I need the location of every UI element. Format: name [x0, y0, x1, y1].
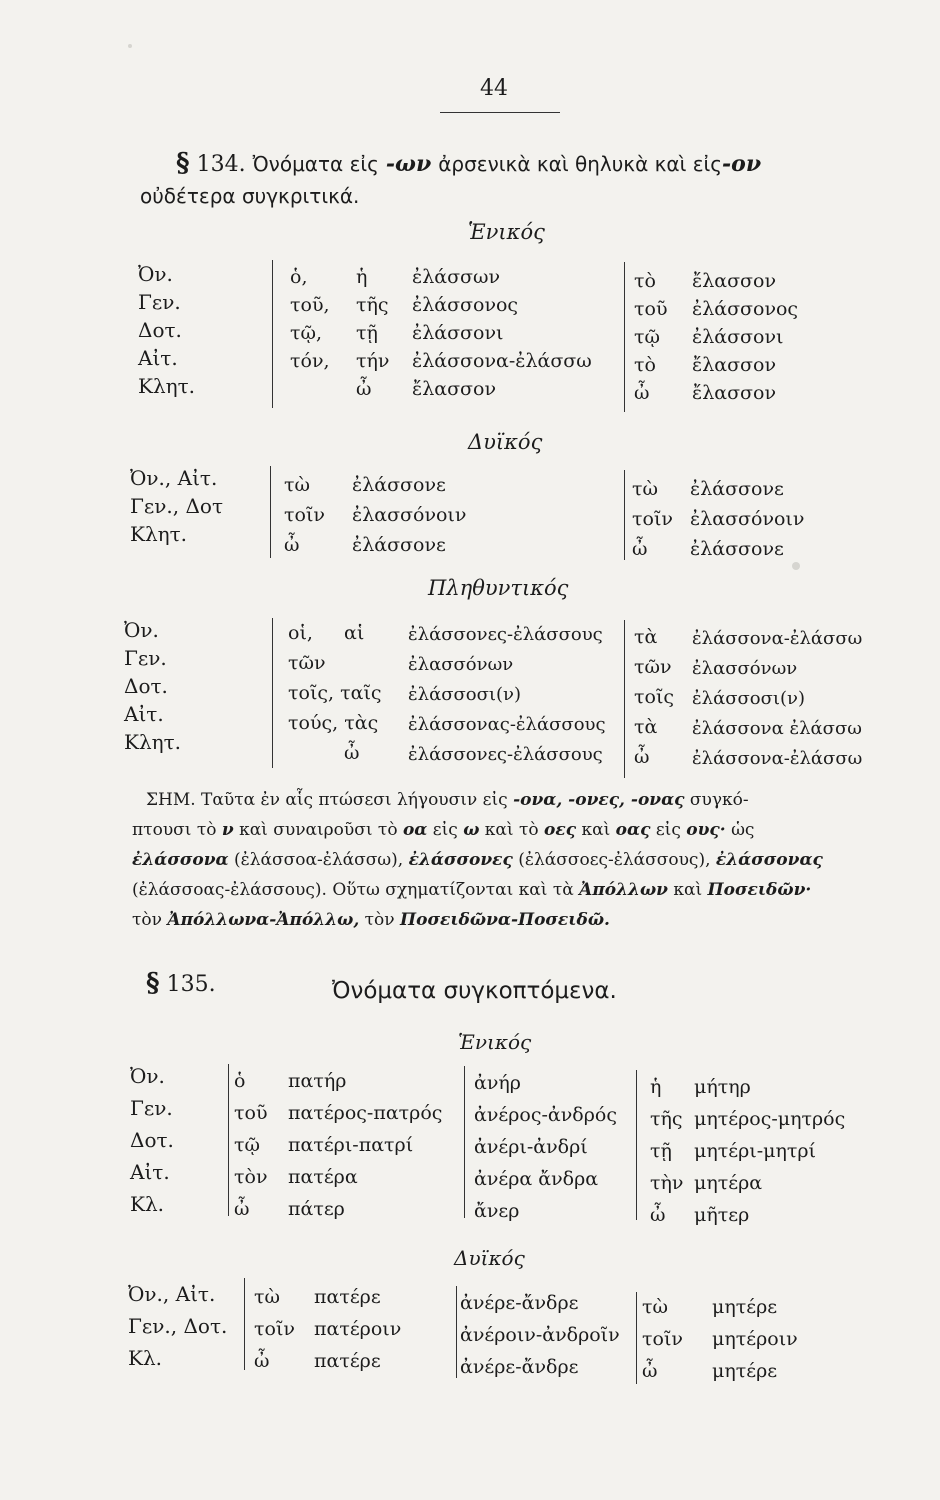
article-cell: τῇ: [650, 1140, 672, 1162]
note-ending: ἐλάσσονες: [408, 850, 513, 870]
article-cell: τὸν: [234, 1166, 268, 1188]
form-cell: ἐλασσόνων: [692, 658, 798, 679]
title-part: ἀρσενικὰ καὶ θηλυκὰ καὶ εἰς: [438, 152, 723, 176]
form-cell: πατέροιν: [314, 1318, 402, 1340]
form-cell: μητέροιν: [712, 1328, 798, 1350]
section-number: 135.: [166, 972, 216, 997]
column-divider: [624, 620, 625, 778]
article-cell: τοῦ,: [290, 294, 330, 316]
form-cell: ἀνέρε-ἄνδρε: [460, 1356, 579, 1378]
note-text: καὶ συναιροῦσι τὸ: [239, 820, 398, 840]
form-cell: ἀνέρι-ἀνδρί: [474, 1136, 588, 1158]
article-cell: τοῦ: [234, 1102, 268, 1124]
section-135-title: Ὀνόματα συγκοπτόμενα.: [332, 978, 617, 1004]
article-cell: τὴν: [650, 1172, 684, 1194]
heading-singular: Ἑνικός: [468, 220, 545, 244]
form-cell: ἔλασσον: [692, 382, 776, 404]
article-cell: οἱ,: [288, 622, 313, 644]
article-cell: ὦ: [632, 538, 648, 560]
article-cell: τῇ: [356, 322, 378, 344]
form-cell: ἐλάσσονα-ἐλάσσω: [412, 350, 592, 372]
form-cell: μητέρα: [694, 1172, 763, 1194]
note-text: ὡς: [731, 820, 755, 840]
case-label: Αἰτ.: [124, 702, 164, 726]
column-divider: [244, 1278, 245, 1370]
article-cell: τόν,: [290, 350, 330, 372]
form-cell: πατέρε: [314, 1286, 381, 1308]
article-cell: τὼ: [632, 478, 659, 500]
note-line-5: [132, 910, 610, 930]
note-text: τὸν: [132, 910, 162, 930]
form-cell: ἔλασσον: [692, 354, 776, 376]
form-cell: μήτηρ: [694, 1076, 751, 1098]
form-cell: ἐλάσσονα-ἐλάσσω: [692, 748, 863, 769]
note-text: ΣΗΜ. Ταῦτα ἐν αἷς πτώσεσι λήγουσιν εἰς: [146, 790, 508, 810]
form-cell: ἀνήρ: [474, 1072, 521, 1094]
article-cell: τοῖν: [254, 1318, 295, 1340]
article-cell: τοῖν: [284, 504, 325, 526]
form-cell: πατέρι-πατρί: [288, 1134, 414, 1156]
paper-speck: [792, 562, 800, 570]
form-cell: πάτερ: [288, 1198, 345, 1220]
note-ending: ν: [221, 820, 234, 840]
form-cell: ἐλασσόνων: [408, 654, 514, 675]
article-cell: ὦ: [254, 1350, 270, 1372]
form-cell: ἐλάσσονος: [692, 298, 799, 320]
case-label: Γεν.: [124, 646, 167, 670]
heading-dual: Δυϊκός: [454, 1246, 525, 1270]
heading-plural: Πληθυντικός: [428, 576, 569, 600]
case-label: Ὀν., Αἰτ.: [128, 1282, 216, 1306]
case-label: Κλητ.: [138, 374, 196, 398]
title-part: Ὀνόματα εἰς: [252, 152, 379, 176]
form-cell: ἐλάσσονι: [412, 322, 504, 344]
form-cell: ἐλάσσων: [412, 266, 501, 288]
column-divider: [636, 1070, 637, 1220]
article-cell: τὼ: [254, 1286, 281, 1308]
heading-singular: Ἑνικός: [458, 1030, 532, 1054]
form-cell: ἄνερ: [474, 1200, 520, 1222]
column-divider: [456, 1286, 457, 1378]
case-label: Κλητ.: [124, 730, 182, 754]
case-label: Ὀν.: [124, 618, 159, 642]
article-cell: τὼ: [642, 1296, 669, 1318]
case-label: Γεν., Δοτ.: [128, 1314, 228, 1338]
note-ending: ἐλάσσονας: [715, 850, 823, 870]
case-label: Δοτ.: [130, 1128, 174, 1152]
section-sign: §: [146, 968, 160, 998]
article-cell: τῶν: [288, 652, 326, 674]
column-divider: [624, 262, 625, 412]
form-cell: ἀνέρα ἄνδρα: [474, 1168, 599, 1190]
form-cell: πατέρα: [288, 1166, 358, 1188]
section-sign: §: [176, 148, 190, 178]
article-cell: τοῦ: [634, 298, 668, 320]
note-text: (ἐλάσσοες-ἐλάσσους),: [518, 850, 711, 870]
article-cell: ὦ: [650, 1204, 666, 1226]
case-label: Γεν., Δοτ: [130, 494, 224, 518]
column-divider: [270, 466, 271, 558]
article-cell: τὸ: [634, 270, 656, 292]
section-134-title-line2: οὐδέτερα συγκριτικά.: [140, 184, 360, 208]
article-cell: τὸ: [634, 354, 656, 376]
article-cell: ὦ: [634, 382, 650, 404]
heading-dual: Δυϊκός: [468, 430, 543, 454]
section-number: 134.: [196, 152, 246, 177]
form-cell: μῆτερ: [694, 1204, 750, 1226]
article-cell: ἡ: [356, 266, 368, 288]
note-ending: οα: [402, 820, 428, 840]
form-cell: ἐλάσσονε: [690, 478, 784, 500]
note-ending: Ἀπόλλωνα-Ἀπόλλω,: [167, 910, 360, 930]
article-cell: ὦ: [344, 742, 360, 764]
note-text: καὶ: [581, 820, 611, 840]
article-cell: ὦ: [234, 1198, 250, 1220]
case-label: Δοτ.: [124, 674, 168, 698]
note-ending: Ποσειδῶν·: [707, 880, 812, 900]
title-ending: -ον: [722, 151, 762, 177]
note-ending: Ποσειδῶνα-Ποσειδῶ.: [400, 910, 610, 930]
note-line-4: [132, 880, 811, 900]
form-cell: ἐλάσσονι: [692, 326, 784, 348]
article-cell: αἱ: [344, 622, 365, 644]
form-cell: πατήρ: [288, 1070, 347, 1092]
note-line-3: [132, 850, 823, 870]
article-cell: ὦ: [356, 378, 372, 400]
case-label: Γεν.: [130, 1096, 173, 1120]
form-cell: πατέρος-πατρός: [288, 1102, 443, 1124]
note-text: (ἐλάσσοα-ἐλάσσω),: [234, 850, 404, 870]
column-divider: [464, 1066, 465, 1218]
form-cell: ἀνέροιν-ἀνδροῖν: [460, 1324, 620, 1346]
form-cell: μητέρι-μητρί: [694, 1140, 816, 1162]
case-label: Ὀν.: [130, 1064, 165, 1088]
note-text: εἰς: [432, 820, 458, 840]
case-label: Κλ.: [130, 1192, 164, 1216]
column-divider: [636, 1292, 637, 1384]
title-ending: -ων: [385, 151, 432, 177]
form-cell: ἐλάσσονος: [412, 294, 519, 316]
page-number: 44: [480, 76, 508, 101]
article-cell: τοῖν: [632, 508, 673, 530]
form-cell: ἐλασσόνοιν: [690, 508, 805, 530]
column-divider: [228, 1064, 229, 1216]
paper-speck: [128, 44, 132, 48]
form-cell: ἐλάσσοσι(ν): [408, 684, 521, 705]
note-text: πτουσι τὸ: [132, 820, 217, 840]
note-text: τὸν: [364, 910, 395, 930]
note-text: συγκό-: [689, 790, 749, 810]
form-cell: μητέρε: [712, 1296, 778, 1318]
form-cell: ἔλασσον: [692, 270, 776, 292]
article-cell: ὦ: [642, 1360, 658, 1382]
article-cell: τῷ: [634, 326, 661, 348]
note-ending: οας: [615, 820, 651, 840]
note-ending: -ονα, -ονες, -ονας: [513, 790, 685, 810]
form-cell: ἀνέρος-ἀνδρός: [474, 1104, 617, 1126]
form-cell: μητέρε: [712, 1360, 778, 1382]
article-cell: τούς, τὰς: [288, 712, 379, 734]
article-cell: τοῖς: [634, 686, 675, 708]
article-cell: ὦ: [634, 746, 650, 768]
article-cell: τῆς: [356, 294, 389, 316]
note-ending: ους·: [686, 820, 726, 840]
note-text: (ἐλάσσοας-ἐλάσσους). Οὕτω σχηματίζονται καὶ τὰ: [132, 880, 574, 900]
article-cell: τὰ: [634, 626, 658, 648]
article-cell: τὼ: [284, 474, 311, 496]
case-label: Ὀν.: [138, 262, 173, 286]
form-cell: ἐλάσσονα ἐλάσσω: [692, 718, 862, 739]
form-cell: πατέρε: [314, 1350, 381, 1372]
case-label: Δοτ.: [138, 318, 182, 342]
form-cell: ἐλάσσονα-ἐλάσσω: [692, 628, 863, 649]
section-134-title: [176, 148, 761, 178]
note-line-1: [146, 790, 749, 810]
note-ending: οες: [544, 820, 577, 840]
case-label: Ὀν., Αἰτ.: [130, 466, 218, 490]
article-cell: τὰ: [634, 716, 658, 738]
form-cell: ἐλάσσονε: [690, 538, 784, 560]
note-text: καὶ τὸ: [484, 820, 539, 840]
note-text: καὶ: [673, 880, 703, 900]
form-cell: ἀνέρε-ἄνδρε: [460, 1292, 579, 1314]
note-ending: ἐλάσσονα: [132, 850, 229, 870]
form-cell: μητέρος-μητρός: [694, 1108, 846, 1130]
article-cell: ἡ: [650, 1076, 662, 1098]
note-ending: Ἀπόλλων: [579, 880, 668, 900]
form-cell: ἐλάσσονας-ἐλάσσους: [408, 714, 606, 735]
form-cell: ἐλάσσονε: [352, 534, 446, 556]
article-cell: ὁ: [234, 1070, 246, 1092]
form-cell: ἐλασσόνοιν: [352, 504, 467, 526]
case-label: Γεν.: [138, 290, 181, 314]
form-cell: ἐλάσσονες-ἐλάσσους: [408, 624, 603, 645]
article-cell: τῷ: [234, 1134, 261, 1156]
article-cell: ὁ,: [290, 266, 308, 288]
case-label: Κλ.: [128, 1346, 162, 1370]
note-text: εἰς: [655, 820, 681, 840]
form-cell: ἐλάσσονες-ἐλάσσους: [408, 744, 603, 765]
note-line-2: [132, 820, 754, 840]
case-label: Κλητ.: [130, 522, 188, 546]
column-divider: [272, 618, 273, 768]
article-cell: τοῖν: [642, 1328, 683, 1350]
column-divider: [272, 260, 273, 408]
section-135-number: [146, 968, 216, 998]
case-label: Αἰτ.: [138, 346, 178, 370]
article-cell: ὦ: [284, 534, 300, 556]
form-cell: ἐλάσσοσι(ν): [692, 688, 805, 709]
article-cell: τῶν: [634, 656, 672, 678]
form-cell: ἔλασσον: [412, 378, 496, 400]
form-cell: ἐλάσσονε: [352, 474, 446, 496]
page-number-rule: [440, 112, 560, 113]
case-label: Αἰτ.: [130, 1160, 170, 1184]
article-cell: τῆς: [650, 1108, 683, 1130]
note-ending: ω: [463, 820, 480, 840]
article-cell: τήν: [356, 350, 390, 372]
article-cell: τῷ,: [290, 322, 323, 344]
article-cell: τοῖς, ταῖς: [288, 682, 382, 704]
column-divider: [624, 470, 625, 560]
